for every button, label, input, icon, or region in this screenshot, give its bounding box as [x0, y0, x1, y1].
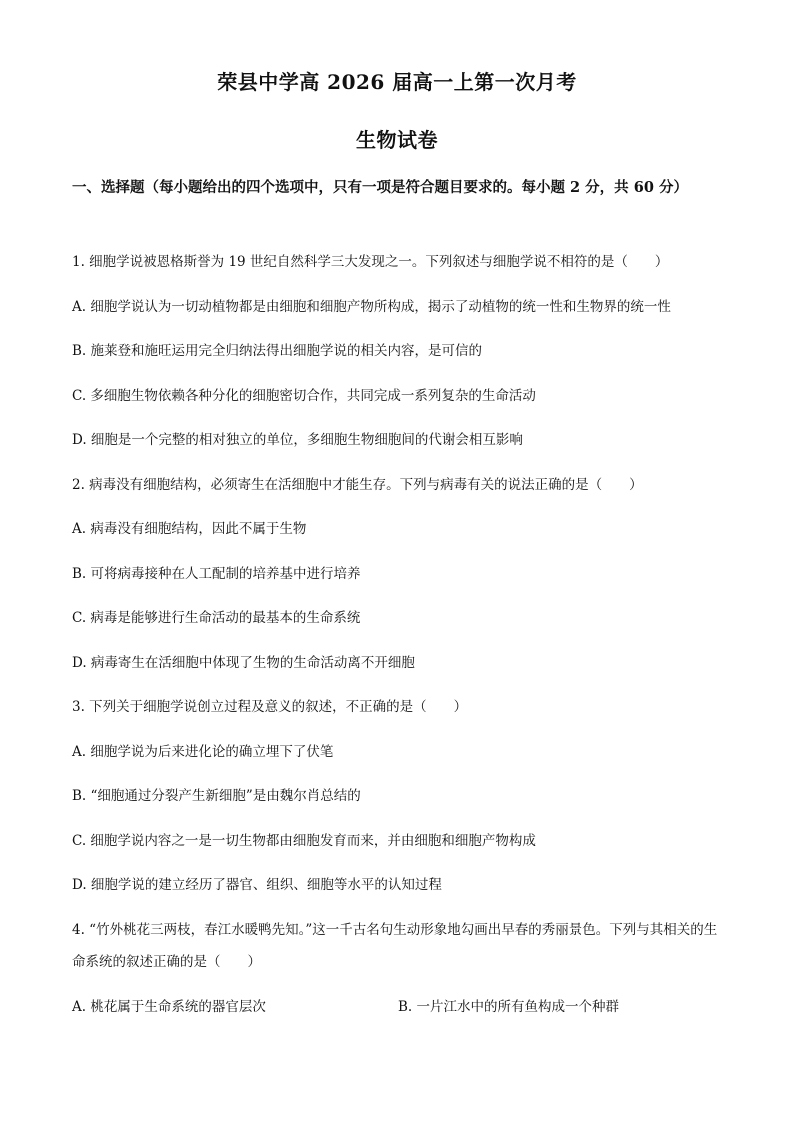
- question-4-stem: 4. “竹外桃花三两枝，春江水暖鸭先知。”这一千古名句生动形象地勾画出早春的秀丽景色。下列与其相关的生命系统的叙述正确的是（ ）: [72, 922, 718, 970]
- question-1-option-a: A. 细胞学说认为一切动植物都是由细胞和细胞产物所构成，揭示了动植物的统一性和生物界的统一性: [72, 299, 671, 315]
- question-3-option-a: A. 细胞学说为后来进化论的确立埋下了伏笔: [72, 744, 334, 760]
- question-1-option-d: D. 细胞是一个完整的相对独立的单位，多细胞生物细胞间的代谢会相互影响: [72, 432, 523, 448]
- exam-title: 荣县中学高 2026 届高一上第一次月考: [217, 70, 577, 94]
- question-3-option-d: D. 细胞学说的建立经历了器官、组织、细胞等水平的认知过程: [72, 877, 442, 893]
- question-3-stem: 3. 下列关于细胞学说创立过程及意义的叙述，不正确的是（ ）: [72, 699, 468, 715]
- question-3-option-c: C. 细胞学说内容之一是一切生物都由细胞发育而来，并由细胞和细胞产物构成: [72, 833, 536, 849]
- exam-subtitle: 生物试卷: [356, 128, 438, 152]
- question-2-option-d: D. 病毒寄生在活细胞中体现了生物的生命活动离不开细胞: [72, 655, 415, 671]
- question-1-stem: 1. 细胞学说被恩格斯誉为 19 世纪自然科学三大发现之一。下列叙述与细胞学说不相符的是（ ）: [72, 254, 669, 270]
- question-2-stem: 2. 病毒没有细胞结构，必须寄生在活细胞中才能生存。下列与病毒有关的说法正确的是（ ）: [72, 477, 643, 493]
- question-3-option-b: B. “细胞通过分裂产生新细胞”是由魏尔肖总结的: [72, 788, 361, 804]
- section-heading: 一、选择题（每小题给出的四个选项中，只有一项是符合题目要求的。每小题 2 分，共 60 分）: [72, 179, 688, 196]
- question-1-option-b: B. 施莱登和施旺运用完全归纳法得出细胞学说的相关内容，是可信的: [72, 343, 483, 359]
- question-2-option-c: C. 病毒是能够进行生命活动的最基本的生命系统: [72, 610, 361, 626]
- question-4-option-b: B. 一片江水中的所有鱼构成一个种群: [398, 999, 620, 1015]
- question-4-option-a: A. 桃花属于生命系统的器官层次: [72, 999, 266, 1015]
- question-1-option-c: C. 多细胞生物依赖各种分化的细胞密切合作，共同完成一系列复杂的生命活动: [72, 388, 536, 404]
- question-2-option-a: A. 病毒没有细胞结构，因此不属于生物: [72, 521, 307, 537]
- question-2-option-b: B. 可将病毒接种在人工配制的培养基中进行培养: [72, 566, 361, 582]
